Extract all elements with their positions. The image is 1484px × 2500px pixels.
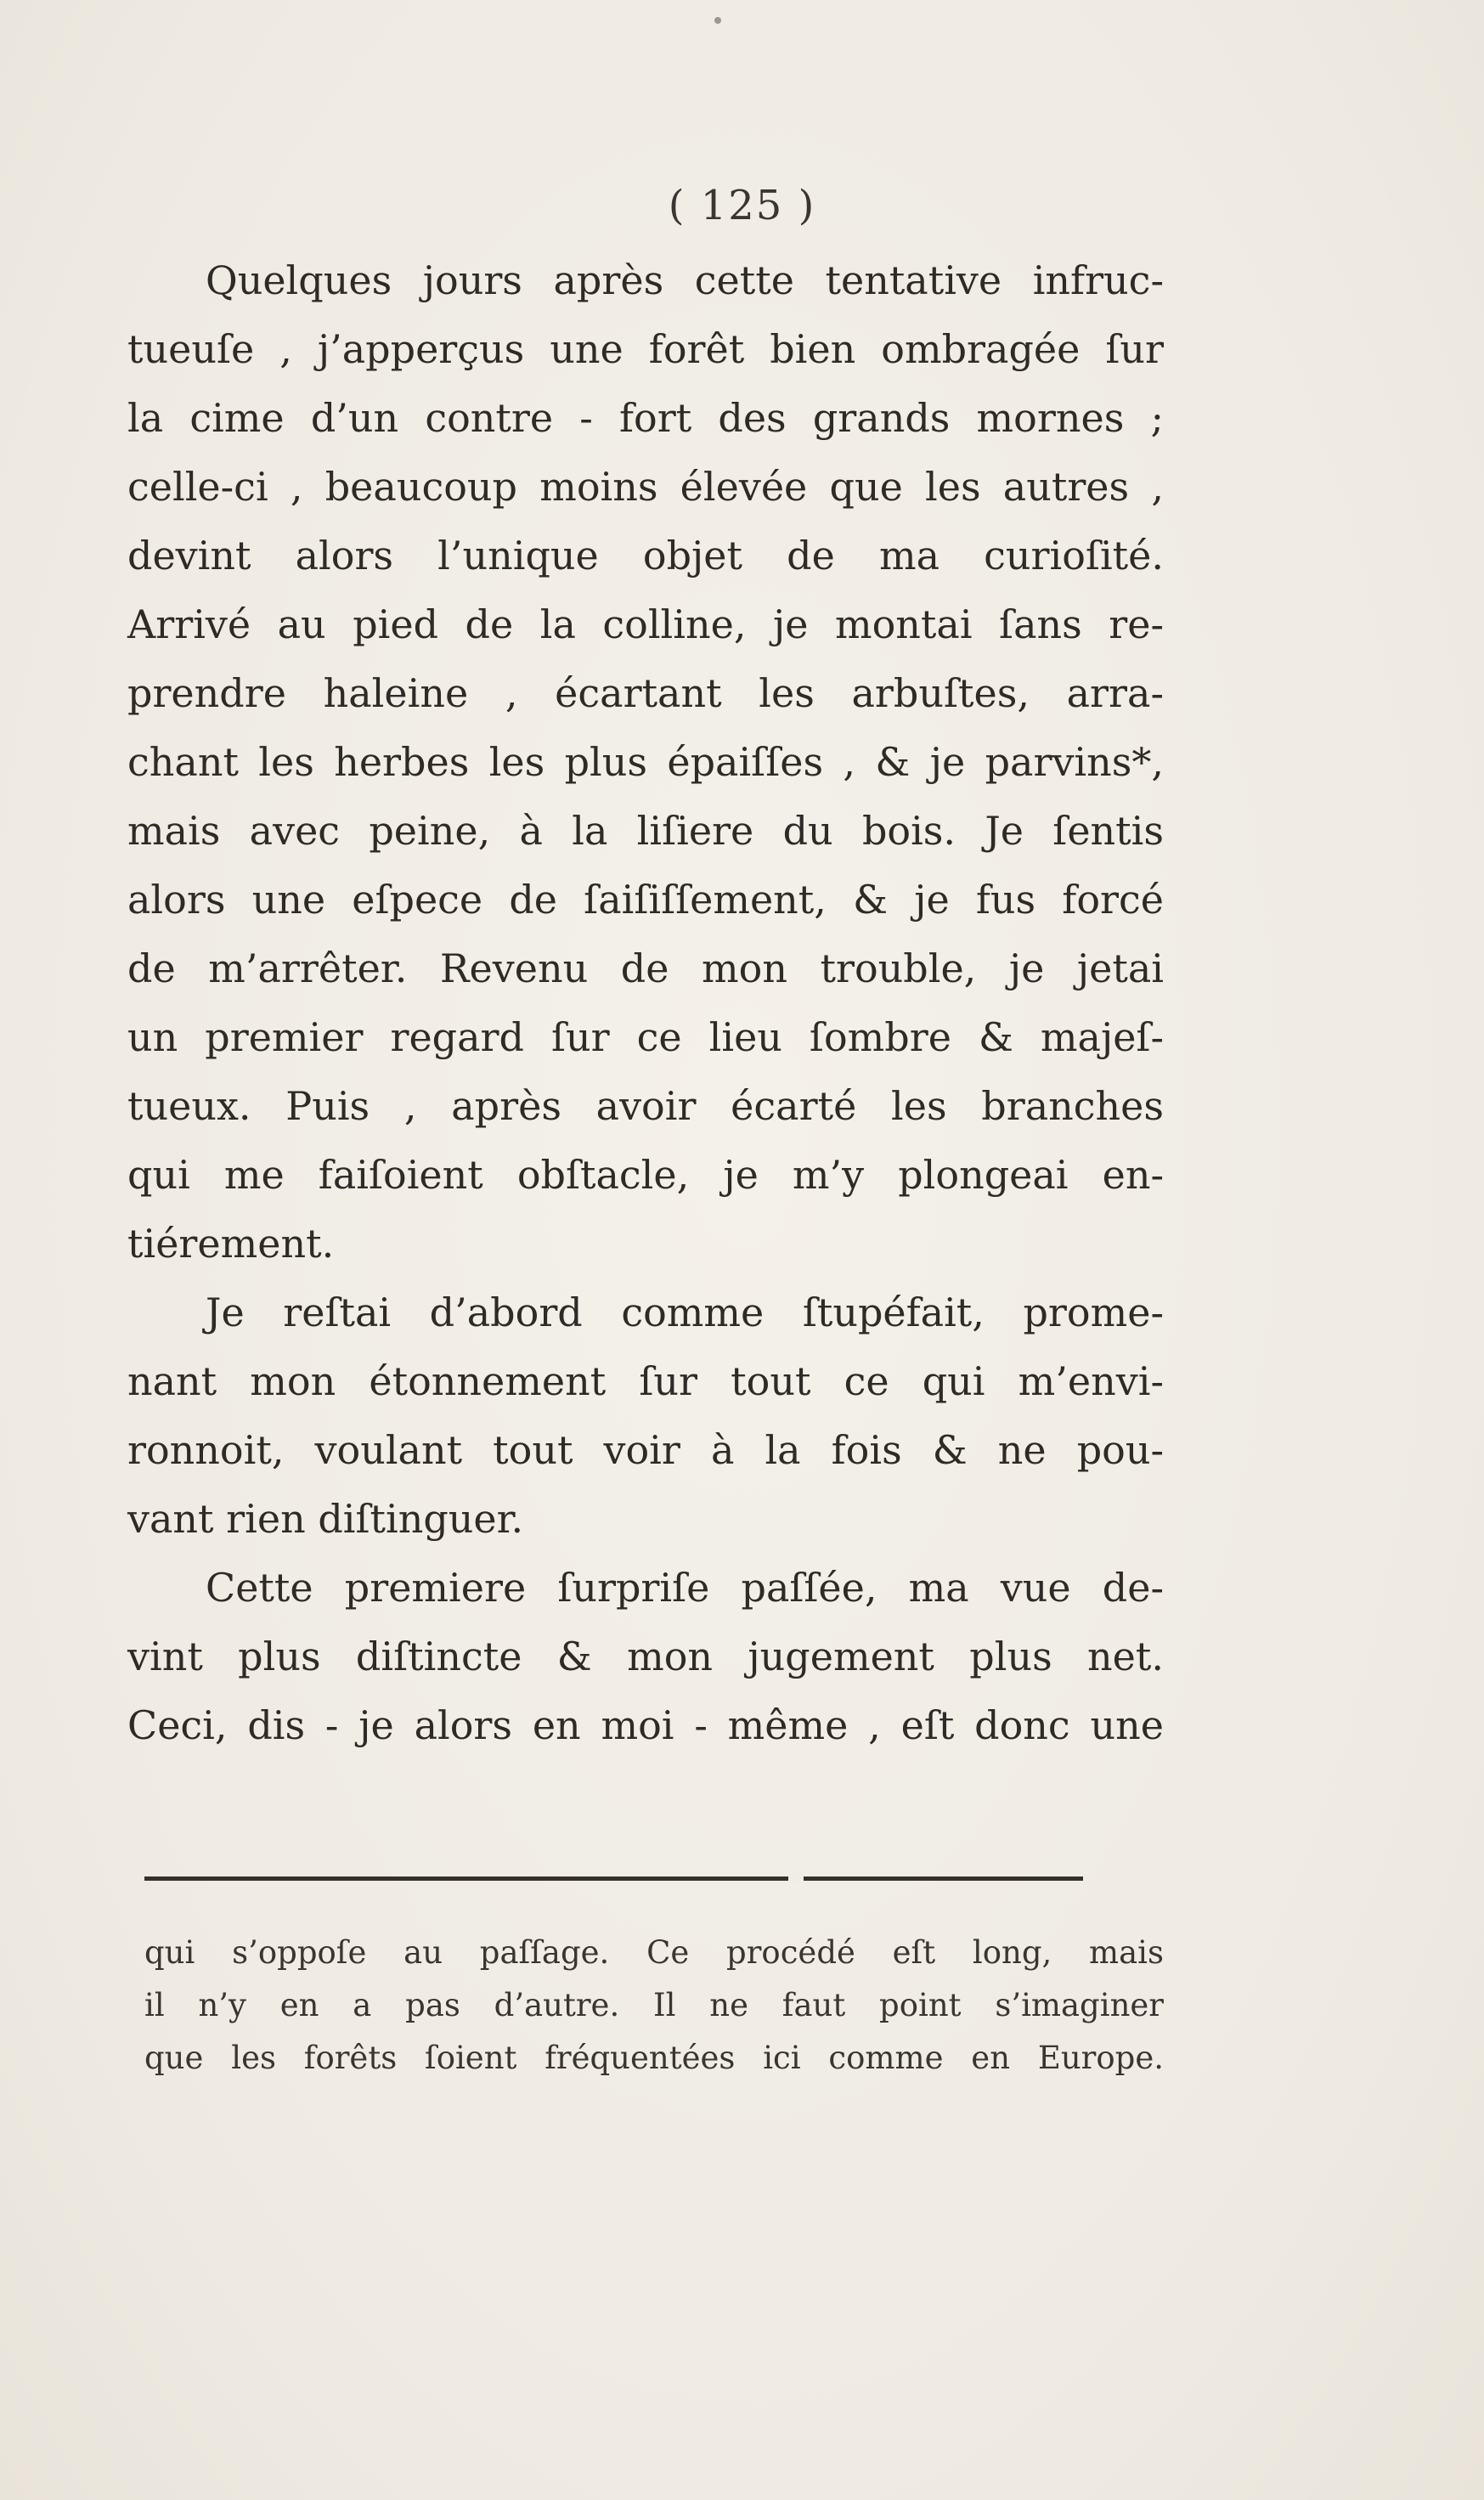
footnote (144, 1927, 1164, 2085)
footnote-line: que les forêts ſoient fréquentées ici comme en Europe. (144, 2040, 1164, 2076)
footnote-rule-gap (788, 1873, 804, 1883)
text-line: un premier regard ſur ce lieu ſombre & majeſ- (127, 1014, 1164, 1060)
text-line: la cime d’un contre - fort des grands mornes ; (127, 395, 1164, 441)
footnote-rule (144, 1876, 1083, 1881)
text-line: chant les herbes les plus épaiſſes , & je parvins*, (127, 739, 1164, 785)
footnote-line: il n’y en a pas d’autre. Il ne faut point s’imaginer (144, 1987, 1164, 2023)
text-line: celle-ci , beaucoup moins élevée que les autres , (127, 464, 1164, 510)
text-line: de m’arrêter. Revenu de mon trouble, je jetai (127, 945, 1164, 991)
text-line: tueuſe , j’apperçus une forêt bien ombragée ſur (127, 326, 1164, 372)
page-number: ( 125 ) (668, 182, 816, 229)
text-line: Cette premiere ſurpriſe paſſée, ma vue de- (206, 1565, 1164, 1611)
text-line: prendre haleine , écartant les arbuſtes, arra- (127, 670, 1164, 716)
text-line: nant mon étonnement ſur tout ce qui m’envi- (127, 1358, 1164, 1404)
text-line: alors une eſpece de ſaiſiſſement, & je fus forcé (127, 877, 1164, 923)
text-line: mais avec peine, à la liſiere du bois. Je ſentis (127, 808, 1164, 854)
text-line: Je reſtai d’abord comme ſtupéfait, prome- (206, 1290, 1164, 1335)
text-line: vant rien diſtinguer. (127, 1496, 524, 1542)
text-line: vint plus diſtincte & mon jugement plus net. (127, 1634, 1164, 1679)
text-line: devint alors l’unique objet de ma curioſité. (127, 533, 1164, 578)
text-line: Arrivé au pied de la colline, je montai ſans re- (127, 601, 1164, 647)
footnote-line: qui s’oppoſe au paſſage. Ce procédé eſt long, mais (144, 1934, 1164, 1971)
paper-speck (714, 17, 721, 24)
text-line: Ceci, dis - je alors en moi - même , eſt donc une (127, 1702, 1164, 1748)
text-line: qui me faiſoient obſtacle, je m’y plongeai en- (127, 1152, 1164, 1198)
body-text (127, 246, 1164, 1760)
text-line: ronnoit, voulant tout voir à la fois & ne pou- (127, 1427, 1164, 1473)
text-line: tiérement. (127, 1221, 335, 1267)
text-line: Quelques jours après cette tentative infruc- (206, 257, 1164, 303)
text-line: tueux. Puis , après avoir écarté les branches (127, 1083, 1164, 1129)
